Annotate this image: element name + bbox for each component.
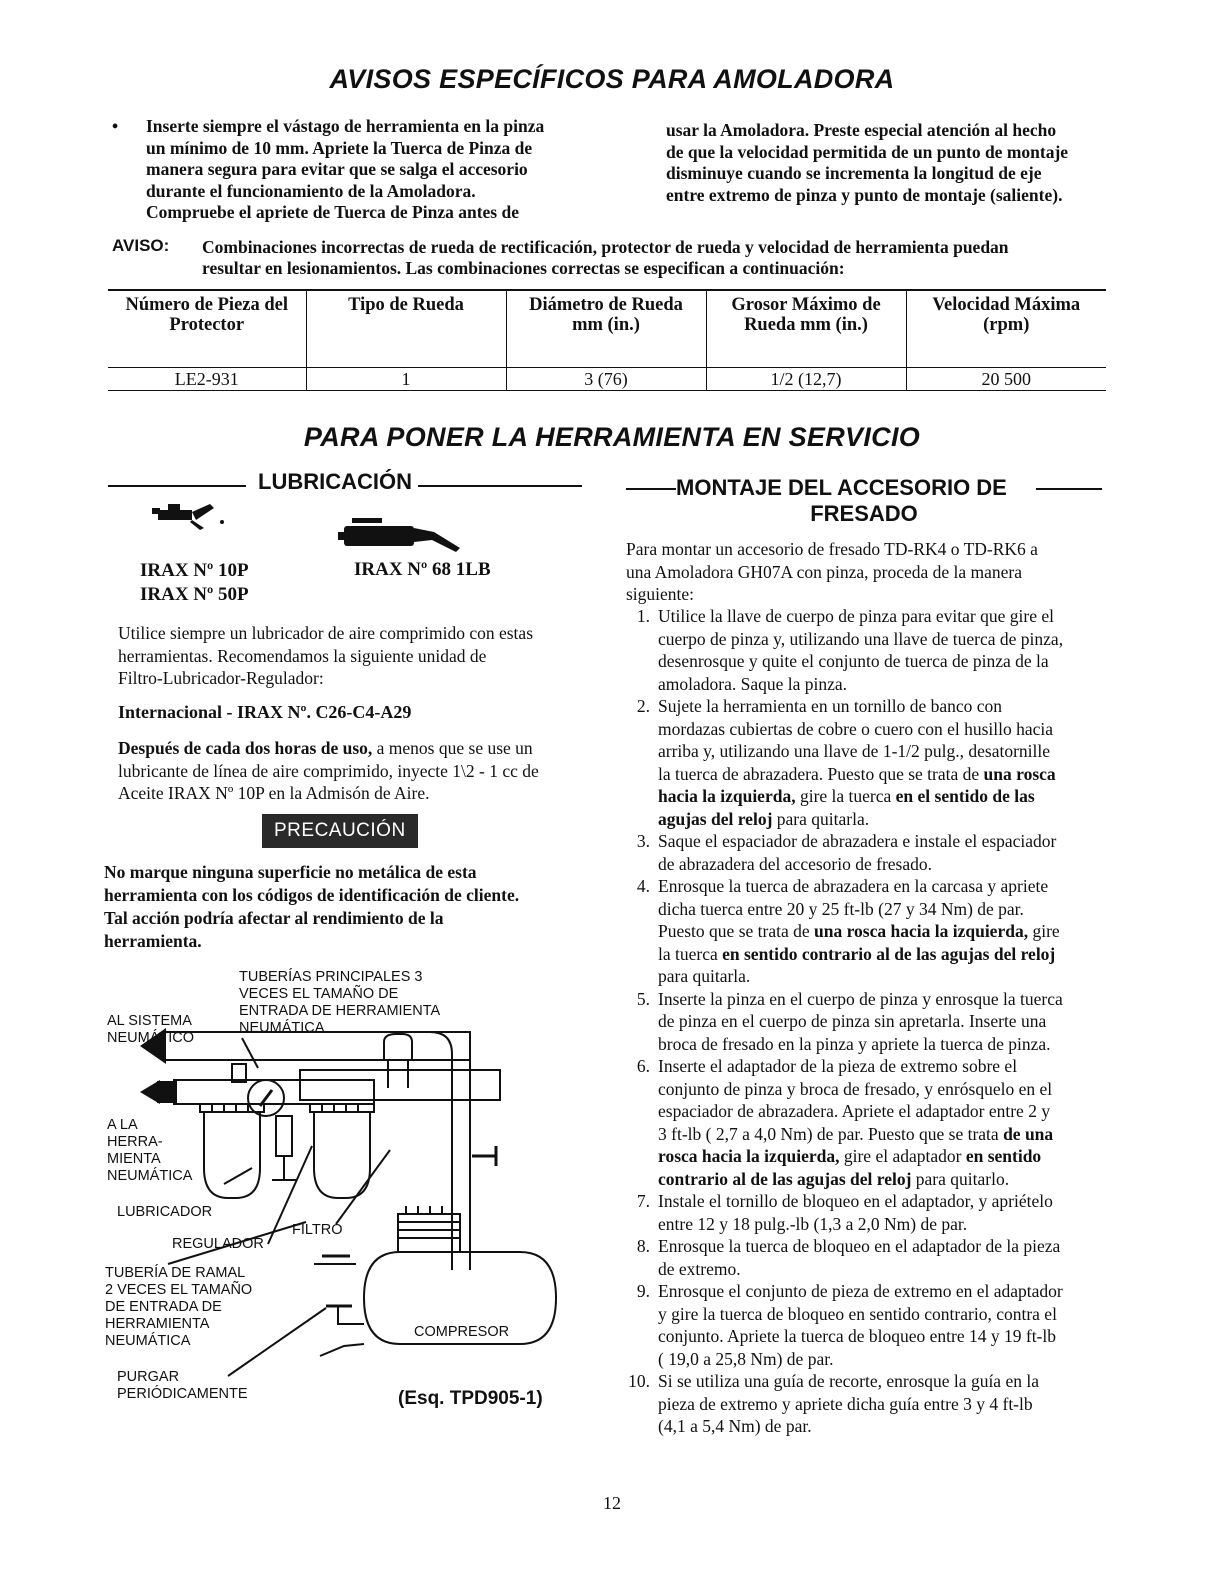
diagram-text: TUBERÍAS PRINCIPALES 3 xyxy=(239,969,423,985)
product-grease: IRAX Nº 68 1LB xyxy=(354,559,491,580)
diagram-text: 2 VECES EL TAMAÑO xyxy=(105,1282,253,1298)
product-label: IRAX Nº 50P xyxy=(140,584,249,605)
bullet-line: Compruebe el apriete de Tuerca de Pinza antes de xyxy=(146,202,519,222)
service-title: PARA PONER LA HERRAMIENTA EN SERVICIO xyxy=(303,422,921,452)
label-air-system xyxy=(107,1013,194,1047)
step-number: 6. xyxy=(636,1056,650,1076)
step-text: Saque el espaciador de abrazadera e instale el espaciador de abrazadera del accesorio de fresado. xyxy=(658,831,1057,874)
text-line: No marque ninguna superficie no metálica de esta xyxy=(104,862,477,882)
diagram-text: DE ENTRADA DE xyxy=(105,1299,222,1315)
diagram-text: AL SISTEMA xyxy=(107,1013,192,1029)
step-text: Utilice la llave de cuerpo de pinza para evitar que gire el cuerpo de pinza y, utilizando una llave de tuerca de pinza, desenrosque y quite el conjunto de tuerca de pinza de la amoladora. Saque la pinza. xyxy=(658,606,1064,694)
spec-table xyxy=(108,289,1106,391)
diagram-text: MIENTA xyxy=(107,1151,161,1167)
caution-text xyxy=(104,861,594,953)
product-oil xyxy=(140,559,249,607)
step-number: 4. xyxy=(636,876,650,896)
step-text: Enrosque la tuerca de abrazadera en la carcasa y apriete dicha tuerca entre 20 y 25 ft-lb (27 y 34 Nm) de par. Puesto que se trata de una rosca hacia la izquierda, gire la tuerca en sentido contrario al de las agujas del reloj para quitarla. xyxy=(658,876,1060,986)
aviso-line: Combinaciones incorrectas de rueda de rectificación, protector de rueda y velocidad de herramienta puedan xyxy=(202,237,1009,257)
label-lubricator: LUBRICADOR xyxy=(117,1204,213,1220)
divider xyxy=(1036,488,1102,490)
text-line: Para montar un accesorio de fresado TD-RK4 o TD-RK6 a xyxy=(626,539,1038,559)
text-line: herramientas. Recomendamos la siguiente unidad de xyxy=(118,645,487,666)
table-cell: 20 500 xyxy=(906,368,1106,391)
step-number: 10. xyxy=(628,1371,650,1391)
diagram-text: NEUMÁTICA xyxy=(107,1168,193,1184)
diagram-text: NEUMÁTICO xyxy=(107,1030,194,1046)
caution-badge: PRECAUCIÓN xyxy=(262,814,418,848)
step-number: 5. xyxy=(636,988,650,1009)
page-title: AVISOS ESPECÍFICOS PARA AMOLADORA xyxy=(329,64,895,94)
bullet-line: Inserte siempre el vástago de herramienta en la pinza xyxy=(146,116,545,136)
header-wheel-type: Tipo de Rueda xyxy=(306,290,506,368)
table-cell: 3 (76) xyxy=(506,368,706,391)
divider xyxy=(108,485,246,487)
section-lubrication: LUBRICACIÓN xyxy=(258,469,412,494)
step-number: 8. xyxy=(636,1236,650,1256)
step-item xyxy=(626,605,1106,695)
diagram-text: HERRAMIENTA xyxy=(105,1316,210,1332)
bullet-line: usar la Amoladora. Preste especial atención al hecho xyxy=(666,120,1057,140)
lubrication-paragraph xyxy=(118,622,588,690)
header-max-thickness: Grosor Máximo de Rueda mm (in.) xyxy=(706,290,906,368)
label-branch xyxy=(105,1265,252,1350)
text-line: herramienta. xyxy=(104,931,202,951)
text-line: lubricante de línea de aire comprimido, inyecte 1\2 - 1 cc de xyxy=(118,760,539,781)
text-line: una Amoladora GH07A con pinza, proceda de la manera xyxy=(626,561,1023,582)
step-text: Inserte la pinza en el cuerpo de pinza y enrosque la tuerca de pinza en el cuerpo de pinza sin apretarla. Inserte una broca de fresado en la pinza y apriete la tuerca de pinza. xyxy=(658,988,1063,1054)
step-item xyxy=(626,1235,1106,1280)
step-item xyxy=(626,1190,1106,1235)
text-line: Aceite IRAX Nº 10P en la Admisón de Aire. xyxy=(118,783,430,803)
step-item xyxy=(626,830,1106,875)
step-number: 1. xyxy=(636,606,650,626)
step-item xyxy=(626,695,1106,830)
diagram-text: PERIÓDICAMENTE xyxy=(117,1386,248,1402)
divider xyxy=(626,488,676,490)
bullet-line: entre extremo de pinza y punto de montaje (saliente). xyxy=(666,184,1063,205)
step-item xyxy=(626,1280,1106,1370)
oiling-paragraph xyxy=(118,737,593,805)
bullet-left-text xyxy=(146,116,616,224)
text-line: siguiente: xyxy=(626,584,695,604)
text-line: Filtro-Lubricador-Regulador: xyxy=(118,668,324,688)
diagram-text: NEUMÁTICA xyxy=(239,1020,325,1036)
text-run: a menos que se use un xyxy=(372,738,533,758)
aviso-label: AVISO: xyxy=(112,236,170,255)
diagram-text: PURGAR xyxy=(117,1369,180,1385)
label-mains xyxy=(239,969,440,1037)
label-filter: FILTRO xyxy=(292,1222,343,1238)
step-item xyxy=(626,988,1106,1056)
diagram-text: NEUMÁTICA xyxy=(105,1333,191,1349)
product-label: IRAX Nº 10P xyxy=(140,560,249,581)
divider xyxy=(418,485,582,487)
section-milling-subtitle: FRESADO xyxy=(810,501,918,526)
diagram-text: ENTRADA DE HERRAMIENTA xyxy=(239,1003,441,1019)
diagram-text: VECES EL TAMAÑO DE xyxy=(239,986,399,1002)
table-row xyxy=(108,368,1106,391)
step-text: Sujete la herramienta en un tornillo de banco con mordazas cubiertas de cobre o cuero con el husillo hacia arriba y, utilizando una llave de 1-1/2 pulg., desatornille la tuerca de abrazadera. Puesto que se trata de una rosca hacia la izquierda, gire la tuerca en el sentido de las agujas del reloj para quitarla. xyxy=(658,696,1056,829)
bullet-line: disminuye cuando se incrementa la longitud de eje xyxy=(666,163,1042,183)
step-number: 2. xyxy=(636,696,650,716)
page-number: 12 xyxy=(603,1493,621,1513)
section-milling-title: MONTAJE DEL ACCESORIO DE xyxy=(676,475,1007,500)
table-cell: 1/2 (12,7) xyxy=(706,368,906,391)
step-number: 9. xyxy=(636,1281,650,1301)
step-text: Inserte el adaptador de la pieza de extremo sobre el conjunto de pinza y broca de fresado, y enrósquelo en el espaciador de abrazadera. Apriete el adaptador entre 2 y 3 ft-lb ( 2,7 a 4,0 Nm) de par. Puesto que se trata de una rosca hacia la izquierda, gire el adaptador en sentido contrario al de las agujas del reloj para quitarlo. xyxy=(658,1056,1054,1189)
bullet-line: un mínimo de 10 mm. Apriete la Tuerca de Pinza de xyxy=(146,137,533,158)
header-wheel-diameter: Diámetro de Rueda mm (in.) xyxy=(506,290,706,368)
milling-steps xyxy=(626,605,1106,1438)
table-cell: 1 xyxy=(306,368,506,391)
step-text: Si se utiliza una guía de recorte, enrosque la guía en la pieza de extremo y apriete dicha guía entre 3 y 4 ft-lb (4,1 a 5,4 Nm) de par. xyxy=(658,1371,1039,1436)
bullet-line: manera segura para evitar que se salga el accesorio xyxy=(146,159,528,179)
emphasis: Después de cada dos horas de uso, xyxy=(118,738,373,758)
step-text: Enrosque el conjunto de pieza de extremo en el adaptador y gire la tuerca de bloqueo en sentido contrario, contra el conjunto. Apriete la tuerca de bloqueo entre 14 y 19 ft-lb ( 19,0 a 25,8 Nm) de par. xyxy=(658,1281,1063,1369)
diagram-text: A LA xyxy=(107,1117,138,1133)
diagram-text: TUBERÍA DE RAMAL xyxy=(105,1265,246,1281)
grease-tube-icon xyxy=(336,514,466,554)
bullet-symbol: • xyxy=(112,116,119,136)
bullet-line: durante el funcionamiento de la Amoladora. xyxy=(146,180,476,201)
diagram-caption: (Esq. TPD905-1) xyxy=(398,1388,543,1409)
step-text: Instale el tornillo de bloqueo en el adaptador, y apriételo entre 12 y 18 pulg.-lb (1,3 a 2,0 Nm) de par. xyxy=(658,1191,1053,1234)
label-drain xyxy=(117,1369,248,1403)
table-header-row xyxy=(108,290,1106,368)
oil-can-icon xyxy=(148,500,238,536)
table-cell: LE2-931 xyxy=(108,368,306,391)
international-part: Internacional - IRAX Nº. C26-C4-A29 xyxy=(118,702,412,722)
aviso-line: resultar en lesionamientos. Las combinaciones correctas se especifican a continuación: xyxy=(202,258,845,278)
header-max-speed: Velocidad Máxima (rpm) xyxy=(906,290,1106,368)
label-regulator: REGULADOR xyxy=(172,1236,264,1252)
diagram-text: HERRA- xyxy=(107,1134,163,1150)
step-item xyxy=(626,875,1106,988)
label-to-tool xyxy=(107,1117,192,1185)
step-item xyxy=(626,1055,1106,1190)
step-item xyxy=(626,1370,1106,1438)
text-line: Tal acción podría afectar al rendimiento de la xyxy=(104,908,444,928)
text-line: Utilice siempre un lubricador de aire comprimido con estas xyxy=(118,623,534,643)
step-number: 7. xyxy=(636,1191,650,1211)
header-part-number: Número de Pieza del Protector xyxy=(108,290,306,368)
aviso-text xyxy=(202,237,1122,279)
milling-intro xyxy=(626,538,1106,606)
bullet-right-text xyxy=(666,120,1126,206)
step-number: 3. xyxy=(636,831,650,851)
bullet-line: de que la velocidad permitida de un punto de montaje xyxy=(666,141,1069,162)
label-compressor: COMPRESOR xyxy=(414,1324,510,1340)
text-line: herramienta con los códigos de identificación de cliente. xyxy=(104,885,520,905)
step-text: Enrosque la tuerca de bloqueo en el adaptador de la pieza de extremo. xyxy=(658,1236,1061,1279)
